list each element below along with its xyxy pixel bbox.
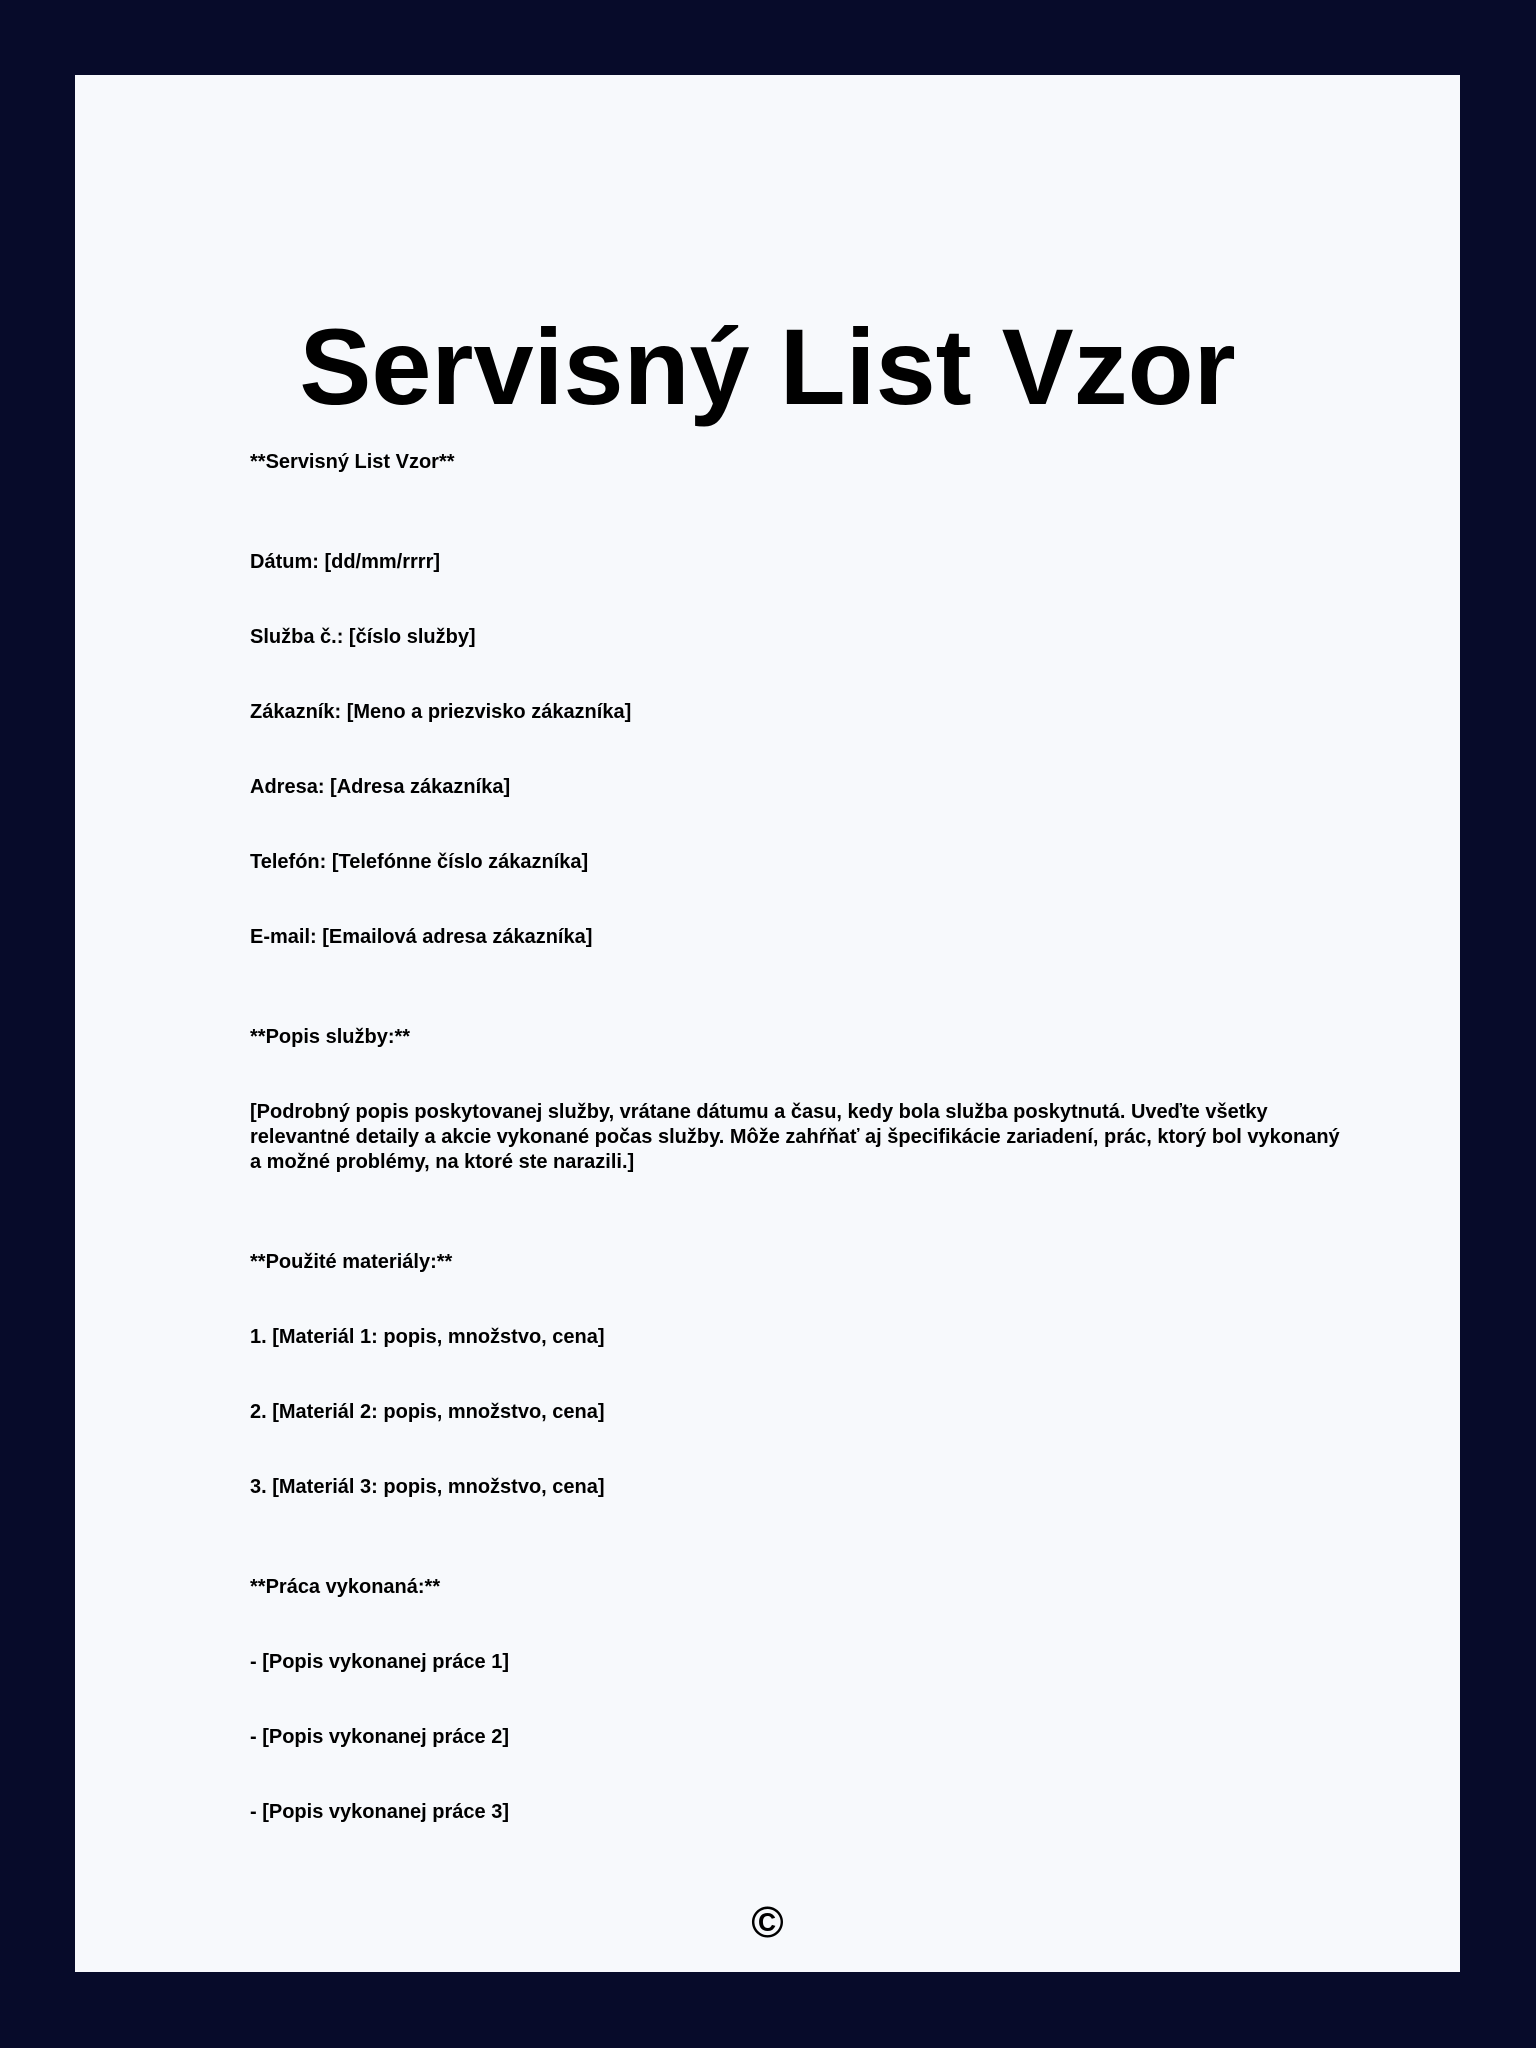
work-item: - [Popis vykonanej práce 2] (250, 1726, 509, 1748)
document-title: Servisný List Vzor (299, 306, 1236, 427)
work-item: - [Popis vykonanej práce 1] (250, 1651, 509, 1673)
document-page (75, 75, 1460, 1972)
field-service-number: Služba č.: [číslo služby] (250, 626, 476, 648)
description-heading: **Popis služby:** (250, 1026, 411, 1048)
work-item: - [Popis vykonanej práce 3] (250, 1801, 509, 1823)
material-item: 3. [Materiál 3: popis, množstvo, cena] (250, 1476, 605, 1498)
field-email: E-mail: [Emailová adresa zákazníka] (250, 926, 593, 948)
field-phone: Telefón: [Telefónne číslo zákazníka] (250, 851, 589, 873)
description-text: [Podrobný popis poskytovanej služby, vrátane dátumu a času, kedy bola služba poskytnutá. Uveďte všetky relevantné detaily a akcie vykonané počas služby. Môže zahŕňať aj špecifikácie zariadení, prác, ktorý bol vykonaný a možné problémy, na ktoré ste narazili.] (250, 1101, 1340, 1173)
material-item: 2. [Materiál 2: popis, množstvo, cena] (250, 1401, 605, 1423)
field-date: Dátum: [dd/mm/rrrr] (250, 551, 441, 573)
work-heading: **Práca vykonaná:** (250, 1576, 441, 1598)
document-heading: **Servisný List Vzor** (250, 451, 455, 473)
material-item: 1. [Materiál 1: popis, množstvo, cena] (250, 1326, 605, 1348)
field-address: Adresa: [Adresa zákazníka] (250, 776, 511, 798)
field-customer: Zákazník: [Meno a priezvisko zákazníka] (250, 701, 632, 723)
materials-heading: **Použité materiály:** (250, 1251, 453, 1273)
copyright-icon: © (751, 1898, 784, 1947)
